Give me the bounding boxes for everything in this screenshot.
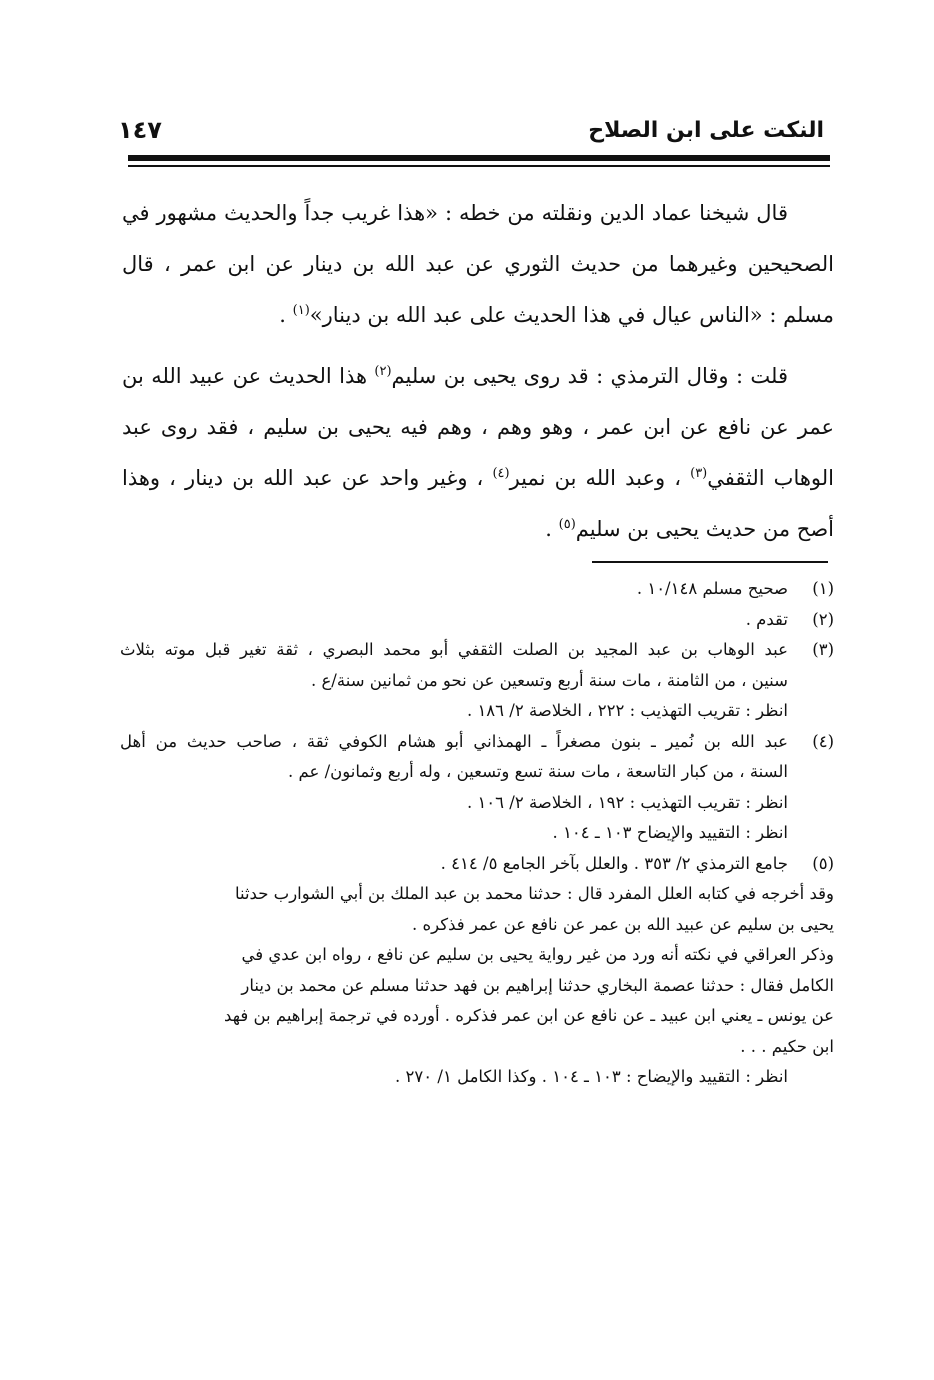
footnote-line: جامع الترمذي ٢/ ٣٥٣ . والعلل بآخر الجامع ٥/ ٤١٤ .: [440, 853, 788, 873]
footnote-3: [120, 635, 834, 727]
footnote-1: [120, 574, 834, 605]
footnote-separator: [592, 561, 828, 563]
header-rule-thin: [128, 165, 830, 167]
footnote-ref-4: (٤): [492, 466, 510, 481]
footnote-ref-1: (١): [292, 303, 310, 318]
footnote-ref-2: (٢): [374, 364, 392, 379]
footnote-5-continuation: [120, 879, 834, 1093]
footnote-line: وقد أخرجه في كتابه العلل المفرد قال : حدثنا محمد بن عبد الملك بن أبي الشوارب حدثنا: [234, 884, 834, 903]
page-number: ١٤٧: [118, 116, 162, 144]
footnotes: [120, 574, 834, 1093]
footnote-line: انظر : التقييد والإيضاح : ١٠٣ ـ ١٠٤ . وكذا الكامل ١/ ٢٧٠ .: [395, 1067, 788, 1086]
footnote-4: [120, 727, 834, 849]
footnote-line: يحيى بن سليم عن عبيد الله بن عمر عن نافع عن عمر فذكره .: [412, 914, 834, 934]
footnote-line: تقدم .: [745, 609, 788, 629]
footnote-5: [120, 849, 834, 880]
paragraph-2-text-b: هذا الحديث عن عبيد الله بن عمر عن نافع عن ابن عمر ، وهو وهم ، وهم فيه يحيى بن سليم ، فقد روى عبد الوهاب الثقفي: [122, 364, 834, 490]
footnote-number: (١): [812, 579, 834, 598]
paragraph-1: [122, 188, 834, 341]
footnote-ref-3: (٣): [690, 466, 708, 481]
footnote-line: عبد الوهاب بن عبد المجيد بن الصلت الثقفي أبو محمد البصري ، ثقة تغير قبل موته بثلاث: [120, 640, 788, 659]
footnote-line: عن يونس ـ يعني ابن عبيد ـ عن نافع عن ابن عمر فذكره . أورده في ترجمة إبراهيم بن فهد: [224, 1006, 834, 1025]
footnote-line: انظر : تقريب التهذيب : ٢٢٢ ، الخلاصة ٢/ ١٨٦ .: [466, 701, 788, 720]
footnote-2: [120, 605, 834, 636]
footnote-line: عبد الله بن نُمير ـ بنون مصغراً ـ الهمذاني أبو هشام الكوفي ثقة ، صاحب حديث من أهل: [120, 731, 788, 751]
paragraph-2: [122, 351, 834, 555]
footnote-number: (٤): [812, 731, 834, 751]
footnote-number: (٥): [812, 853, 834, 873]
footnote-line: سنين ، من الثامنة ، مات سنة أربع وتسعين عن نحو من ثمانين سنة/ع .: [310, 670, 788, 690]
footnote-line: ابن حكيم . . .: [740, 1036, 834, 1056]
paragraph-1-end: .: [279, 303, 293, 327]
running-title: النكت على ابن الصلاح: [588, 118, 824, 143]
footnote-number: (٣): [812, 640, 834, 659]
header-rule-thick: [128, 155, 830, 161]
footnote-line: صحيح مسلم ١٠/١٤٨ .: [636, 579, 788, 598]
paragraph-1-text: قال شيخنا عماد الدين ونقلته من خطه : «هذا غريب جداً والحديث مشهور في الصحيحين وغيرهما من حديث الثوري عن عبد الله بن دينار عن ابن عمر ، قال مسلم : «الناس عيال في هذا الحديث على عبد الله بن دينار»: [122, 201, 834, 327]
paragraph-2-text-a: قلت : وقال الترمذي : قد روى يحيى بن سليم: [391, 364, 788, 388]
footnote-line: السنة ، من كبار التاسعة ، مات سنة تسع وتسعين ، وله أربع وثمانون/ عم .: [288, 762, 788, 781]
footnote-number: (٢): [812, 609, 834, 629]
footnote-ref-5: (٥): [558, 517, 576, 532]
paragraph-2-end: .: [545, 517, 559, 541]
main-text: [122, 188, 834, 555]
footnote-line: انظر : التقييد والإيضاح ١٠٣ ـ ١٠٤ .: [552, 823, 788, 842]
paragraph-2-text-c: ، وعبد الله بن نمير: [509, 466, 691, 490]
footnote-line: وذكر العراقي في نكته أنه ورد من غير رواية يحيى بن سليم عن نافع ، رواه ابن عدي في: [241, 945, 834, 964]
footnote-line: الكامل فقال : حدثنا عصمة البخاري حدثنا إبراهيم بن فهد حدثنا مسلم عن محمد بن دينار: [241, 975, 834, 995]
footnote-line: انظر : تقريب التهذيب : ١٩٢ ، الخلاصة ٢/ ١٠٦ .: [466, 792, 788, 812]
paragraph-2-text-d: ، وغير واحد عن عبد الله بن دينار ، وهذا أصح من حديث يحيى بن سليم: [122, 466, 834, 541]
